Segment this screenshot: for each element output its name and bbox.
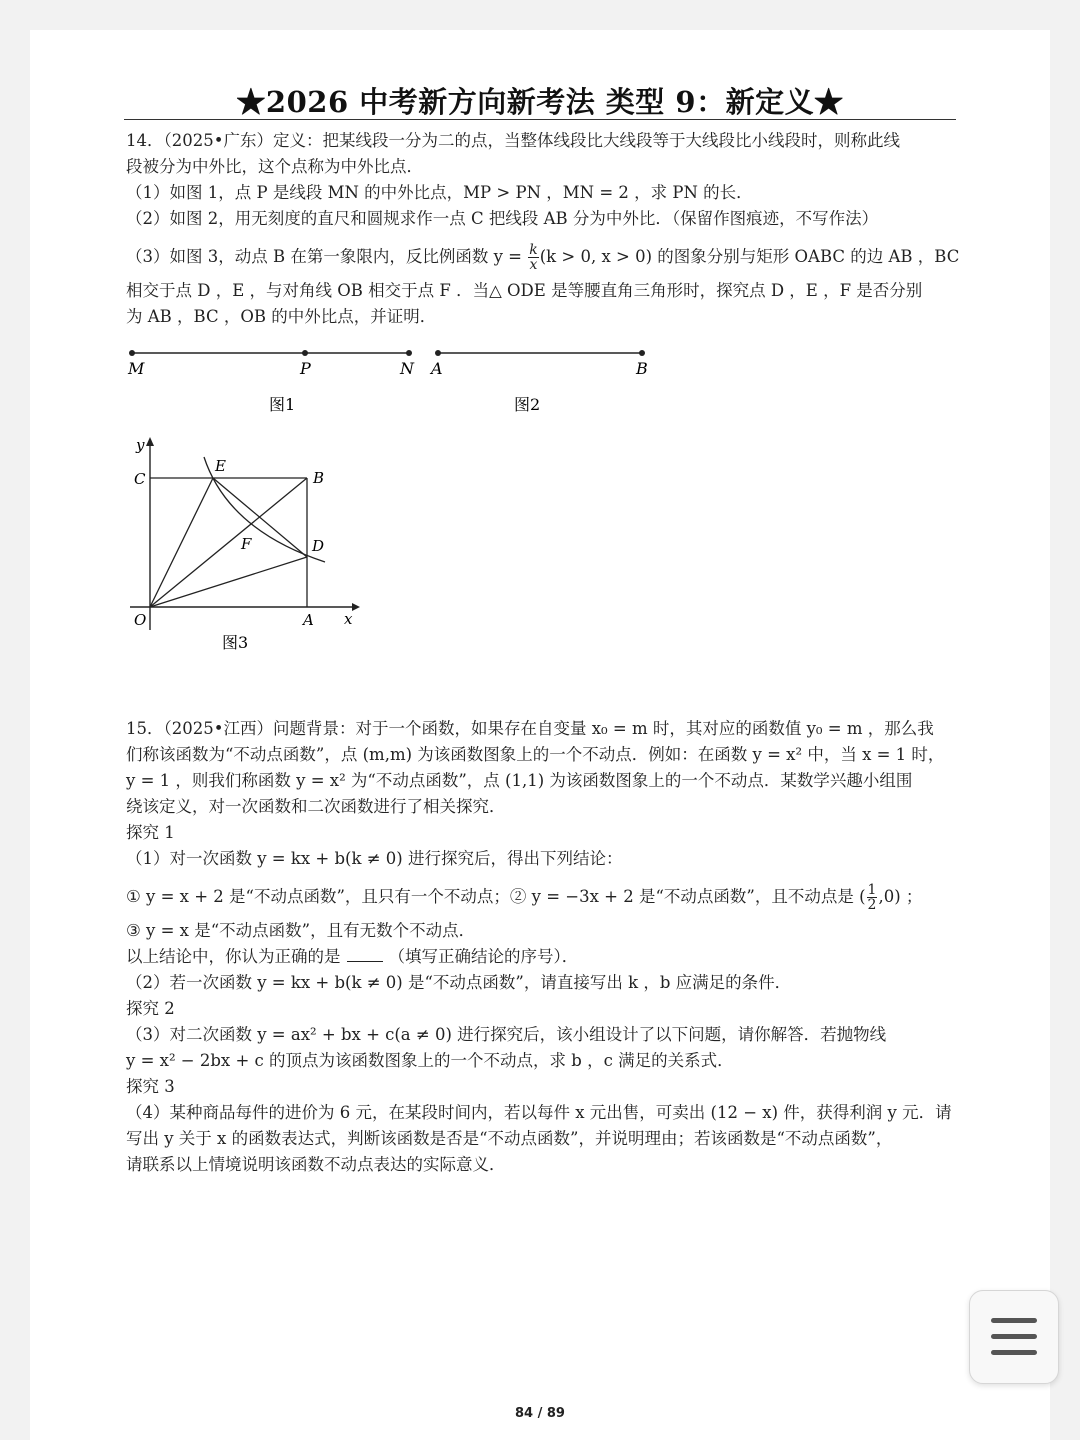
section-heading: 探究 2 bbox=[126, 999, 175, 1018]
q14-part1: （1）如图 1，点 P 是线段 MN 的中外比点，MP > PN ，MN = 2 ，求 PN 的长． bbox=[126, 183, 753, 202]
label-N: N bbox=[400, 359, 414, 378]
figure-1 bbox=[127, 350, 415, 414]
answer-prompt: 以上结论中，你认为正确的是 bbox=[126, 947, 341, 966]
label-D: D bbox=[312, 537, 325, 555]
point-A bbox=[435, 350, 441, 356]
q14-line: 段被分为中外比，这个点称为中外比点． bbox=[126, 157, 423, 176]
q15-line: 请联系以上情境说明该函数不动点表达的实际意义． bbox=[126, 1155, 506, 1174]
label-A: A bbox=[303, 611, 314, 629]
page-title: ★2026 中考新方向新考法 类型 9：新定义★ bbox=[236, 85, 844, 119]
q15-line: 写出 y 关于 x 的函数表达式，判断该函数是否是“不动点函数”，并说明理由；若该函数是“不动点函数”， bbox=[126, 1129, 893, 1148]
fraction-one-half bbox=[867, 883, 878, 912]
label-y: y bbox=[136, 436, 145, 454]
title-underline bbox=[124, 119, 956, 120]
conclusions-text-a: ① y = x + 2 是“不动点函数”，且只有一个不动点；② y = −3x + 2 是“不动点函数”，且不动点是 ( bbox=[126, 887, 866, 906]
q15-part4: （4）某种商品每件的进价为 6 元，在某段时间内，若以每件 x 元出售，可卖出 (12 − x) 件，获得利润 y 元．请 bbox=[126, 1103, 952, 1122]
q15-part1: （1）对一次函数 y = kx + b(k ≠ 0) 进行探究后，得出下列结论： bbox=[126, 849, 623, 868]
q15-part3: （3）对二次函数 y = ax² + bx + c(a ≠ 0) 进行探究后，该小组设计了以下问题，请你解答．若抛物线 bbox=[126, 1025, 887, 1044]
fraction-k-over-x bbox=[528, 243, 538, 272]
caption-fig3: 图3 bbox=[222, 633, 249, 652]
label-B: B bbox=[313, 469, 325, 487]
menu-bar bbox=[991, 1350, 1037, 1355]
page-indicator: 84 / 89 bbox=[515, 1406, 565, 1421]
point-N bbox=[406, 350, 412, 356]
caption-fig1: 图1 bbox=[269, 395, 296, 414]
label-E: E bbox=[215, 457, 226, 475]
menu-bar bbox=[991, 1334, 1037, 1339]
q15-line: 绕该定义，对一次函数和二次函数进行了相关探究． bbox=[126, 797, 506, 816]
q14-part3 bbox=[126, 240, 960, 274]
question-14 bbox=[126, 128, 960, 330]
conclusions-text-b: ,0) ； bbox=[878, 887, 923, 906]
point-M bbox=[129, 350, 135, 356]
q15-answer-line bbox=[126, 944, 956, 970]
diagonal-OB bbox=[150, 478, 307, 607]
figure-3 bbox=[120, 430, 380, 660]
answer-hint: （填写正确结论的序号）． bbox=[388, 947, 579, 966]
point-B bbox=[639, 350, 645, 356]
q15-line: 们称该函数为“不动点函数”，点 (m,m) 为该函数图象上的一个不动点．例如：在函数 y = x² 中，当 x = 1 时， bbox=[126, 745, 945, 764]
fraction-denominator: x bbox=[529, 257, 538, 273]
segment-OD bbox=[150, 557, 307, 607]
q15-line: y = 1 ，则我们称函数 y = x² 为“不动点函数”，点 (1,1) 为该函数图象上的一个不动点．某数学兴趣小组围 bbox=[126, 771, 913, 790]
label-A: A bbox=[431, 359, 443, 378]
label-F: F bbox=[241, 535, 252, 553]
label-C: C bbox=[134, 470, 146, 488]
fraction-numerator: k bbox=[529, 242, 538, 258]
q14-line: 相交于点 D ，E ，与对角线 OB 相交于点 F ．当△ ODE 是等腰直角三角形时，探究点 D ，E ，F 是否分别 bbox=[126, 281, 923, 300]
section-heading: 探究 1 bbox=[126, 823, 175, 842]
q15-conclusions bbox=[126, 880, 956, 914]
figure-2 bbox=[429, 350, 648, 414]
question-15 bbox=[126, 716, 956, 1178]
q14-line: 14．（2025•广东）定义：把某线段一分为二的点，当整体线段比大线段等于大线段比小线段时，则称此线 bbox=[126, 131, 900, 150]
q14-part3-text-a: （3）如图 3，动点 B 在第一象限内，反比例函数 y = bbox=[126, 247, 528, 266]
fraction-numerator: 1 bbox=[867, 882, 877, 898]
menu-button[interactable] bbox=[969, 1290, 1059, 1384]
figures-1-2 bbox=[120, 340, 680, 420]
y-axis-arrow bbox=[146, 437, 154, 446]
segment-OE bbox=[150, 478, 213, 607]
q14-line: 为 AB ，BC ，OB 的中外比点，并证明． bbox=[126, 307, 437, 326]
label-P: P bbox=[300, 359, 311, 378]
q15-line: y = x² − 2bx + c 的顶点为该函数图象上的一个不动点，求 b ，c 满足的关系式． bbox=[126, 1051, 734, 1070]
caption-fig2: 图2 bbox=[514, 395, 541, 414]
label-M: M bbox=[128, 359, 145, 378]
label-B: B bbox=[636, 359, 648, 378]
section-heading: 探究 3 bbox=[126, 1077, 175, 1096]
menu-bar bbox=[991, 1318, 1037, 1323]
label-O: O bbox=[134, 611, 147, 629]
q15-part2: （2）若一次函数 y = kx + b(k ≠ 0) 是“不动点函数”，请直接写出 k ，b 应满足的条件． bbox=[126, 973, 792, 992]
point-P bbox=[302, 350, 308, 356]
q14-part2: （2）如图 2，用无刻度的直尺和圆规求作一点 C 把线段 AB 分为中外比．（保留作图痕迹，不写作法） bbox=[126, 209, 879, 228]
fraction-denominator: 2 bbox=[867, 897, 877, 913]
q15-line: ③ y = x 是“不动点函数”，且有无数个不动点． bbox=[126, 921, 476, 940]
x-axis-arrow bbox=[352, 603, 360, 611]
label-x: x bbox=[344, 610, 353, 628]
q15-line: 15．（2025•江西）问题背景：对于一个函数，如果存在自变量 x₀ = m 时，其对应的函数值 y₀ = m ，那么我 bbox=[126, 719, 934, 738]
answer-blank[interactable] bbox=[347, 961, 383, 962]
q14-part3-text-b: (k > 0, x > 0) 的图象分别与矩形 OABC 的边 AB ，BC bbox=[539, 247, 960, 266]
